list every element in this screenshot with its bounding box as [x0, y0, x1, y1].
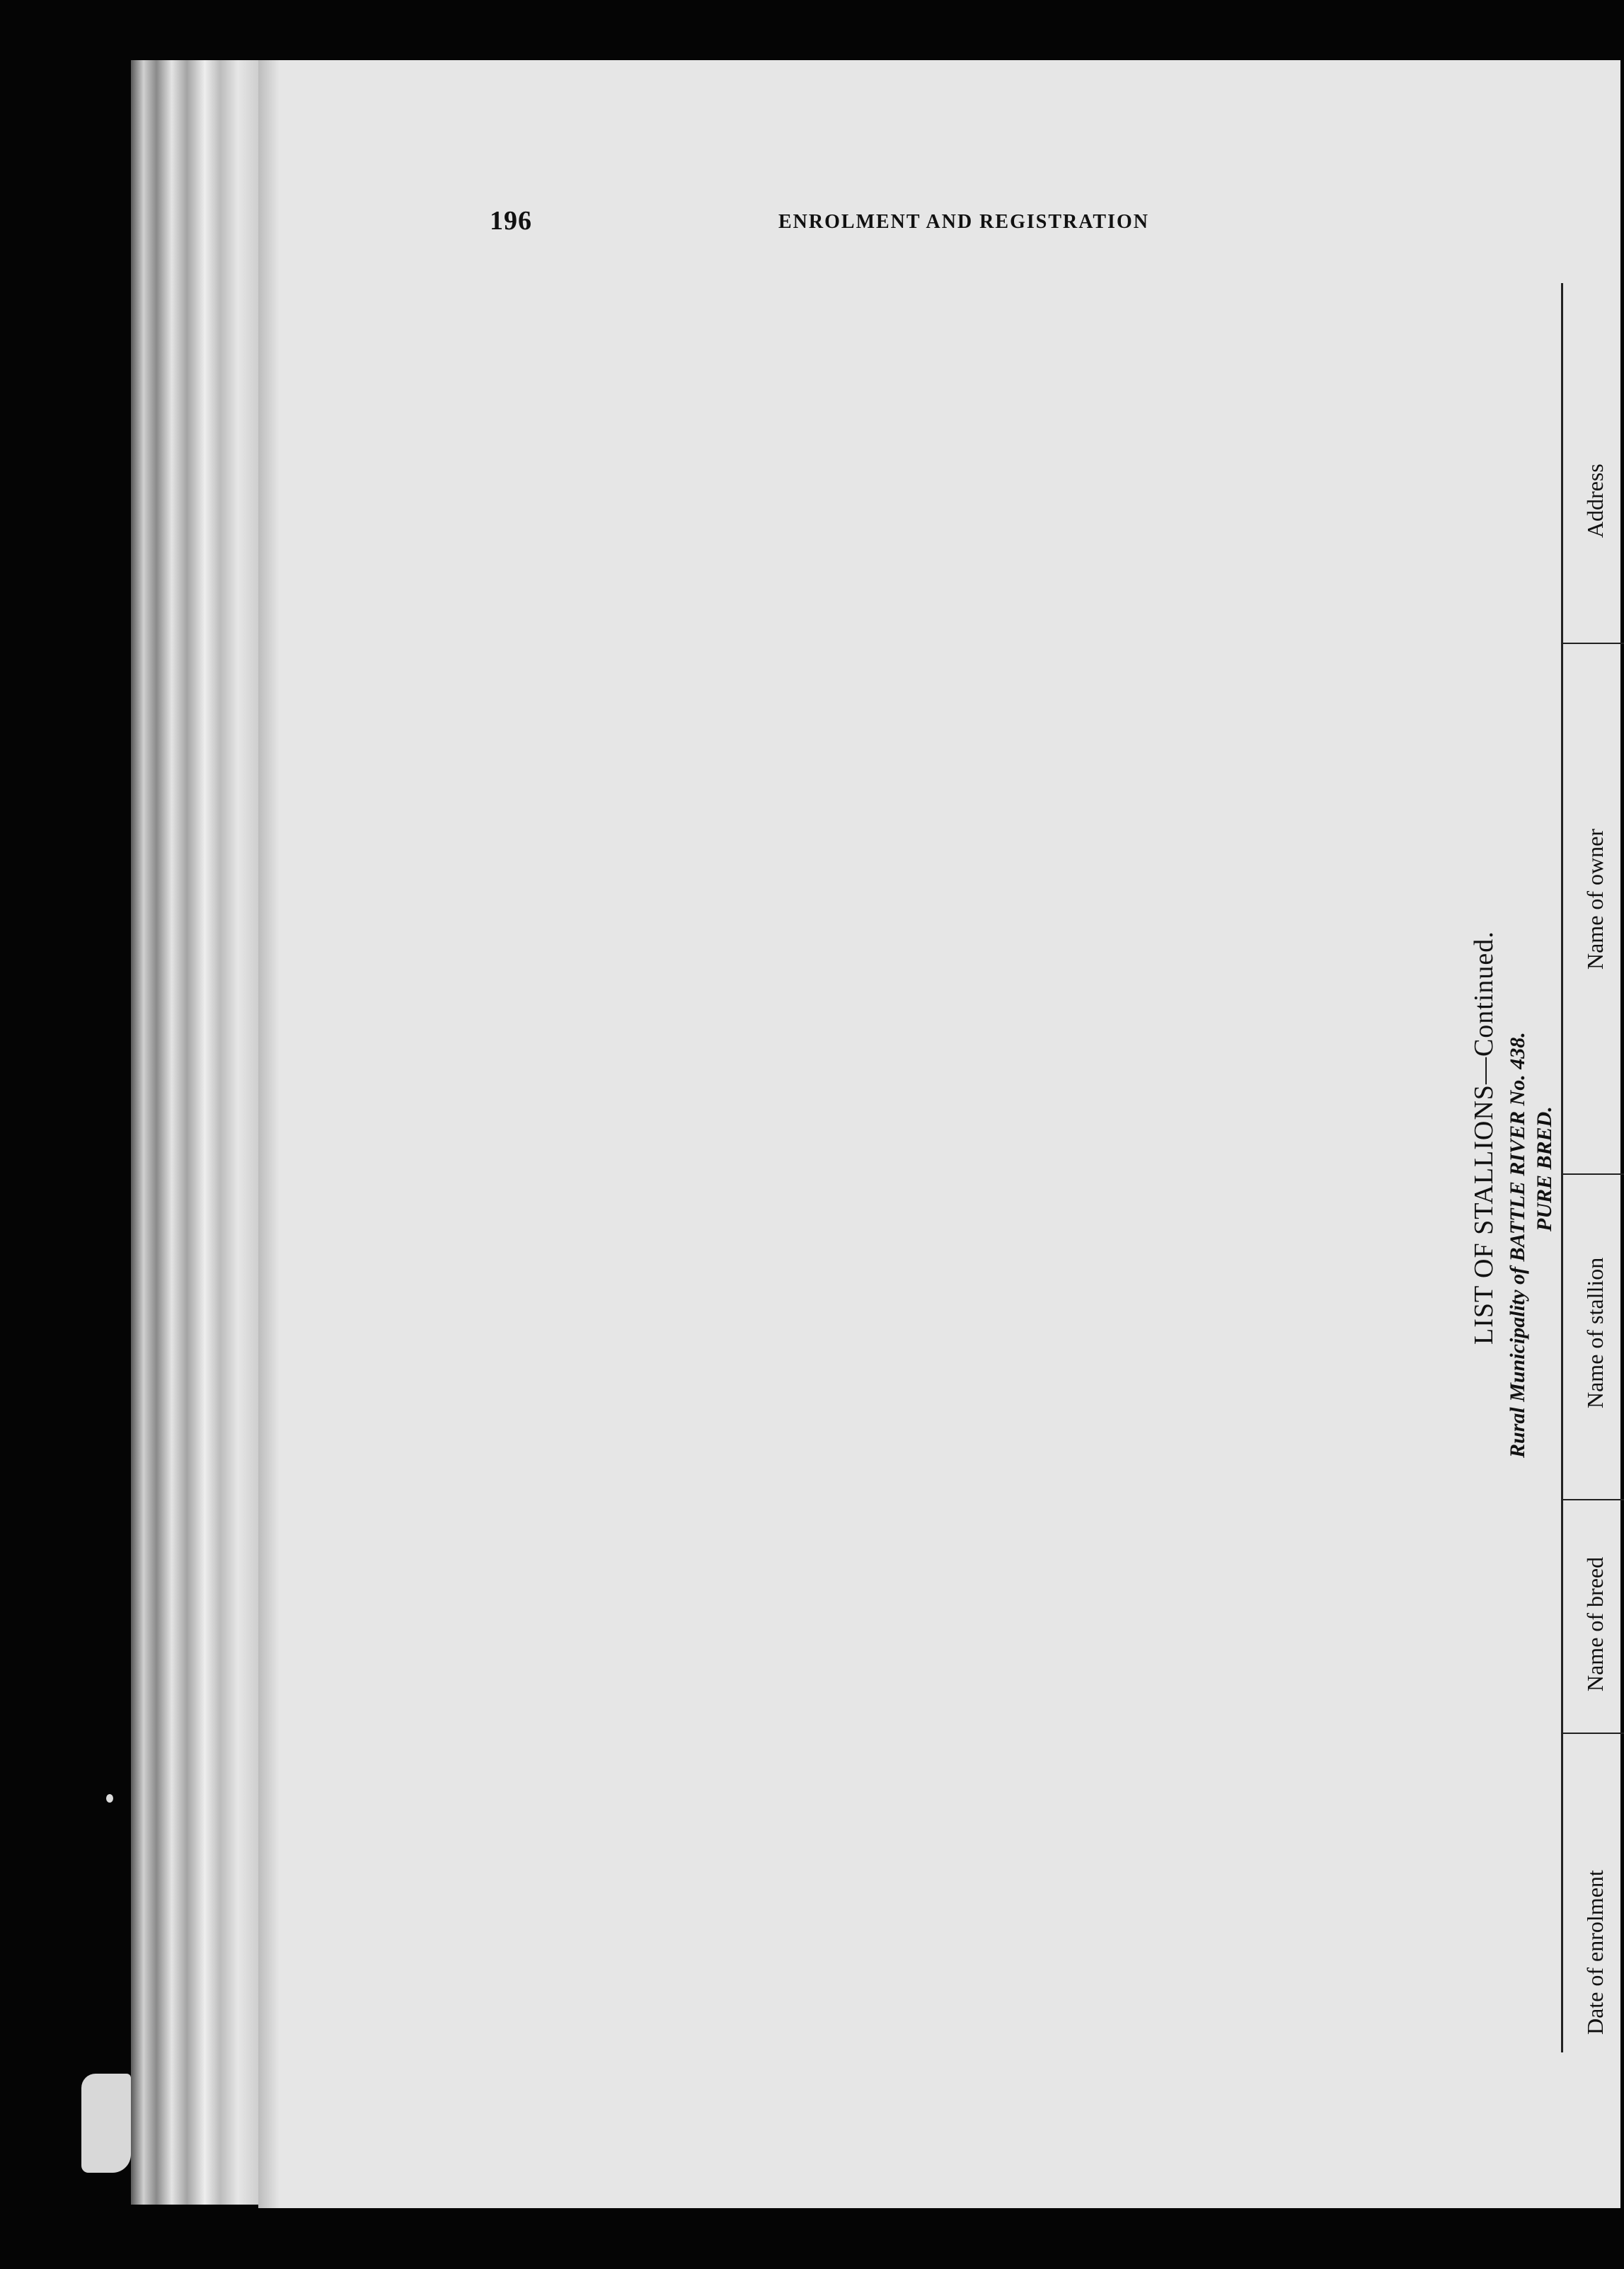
paper-speck	[106, 1794, 113, 1803]
column-rule	[1561, 643, 1624, 644]
column-header-address: Address	[1582, 464, 1608, 538]
paper	[258, 60, 1620, 2208]
running-head: ENROLMENT AND REGISTRATION	[778, 211, 1149, 233]
column-header-stallion: Name of stallion	[1582, 1257, 1608, 1408]
section-label-pure-bred: PURE BRED.	[1533, 1106, 1556, 1231]
spine-shadow	[258, 60, 280, 2208]
list-title: LIST OF STALLIONS—Continued.	[1469, 931, 1499, 1345]
column-rule	[1561, 1499, 1624, 1500]
column-rule	[1561, 1173, 1624, 1175]
page-number: 196	[490, 206, 532, 236]
column-header-date: Date of enrolment	[1582, 1870, 1608, 2035]
municipality-heading-battle-river: Rural Municipality of BATTLE RIVER No. 438.	[1506, 1032, 1529, 1458]
column-header-owner: Name of owner	[1582, 828, 1608, 970]
rotated-table	[1458, 283, 1624, 2052]
column-header-breed: Name of breed	[1582, 1556, 1608, 1691]
library-stamp	[81, 2074, 131, 2173]
column-rule	[1561, 1733, 1624, 1734]
page-edge-stack	[131, 60, 258, 2205]
table-top-rule	[1561, 283, 1563, 2052]
